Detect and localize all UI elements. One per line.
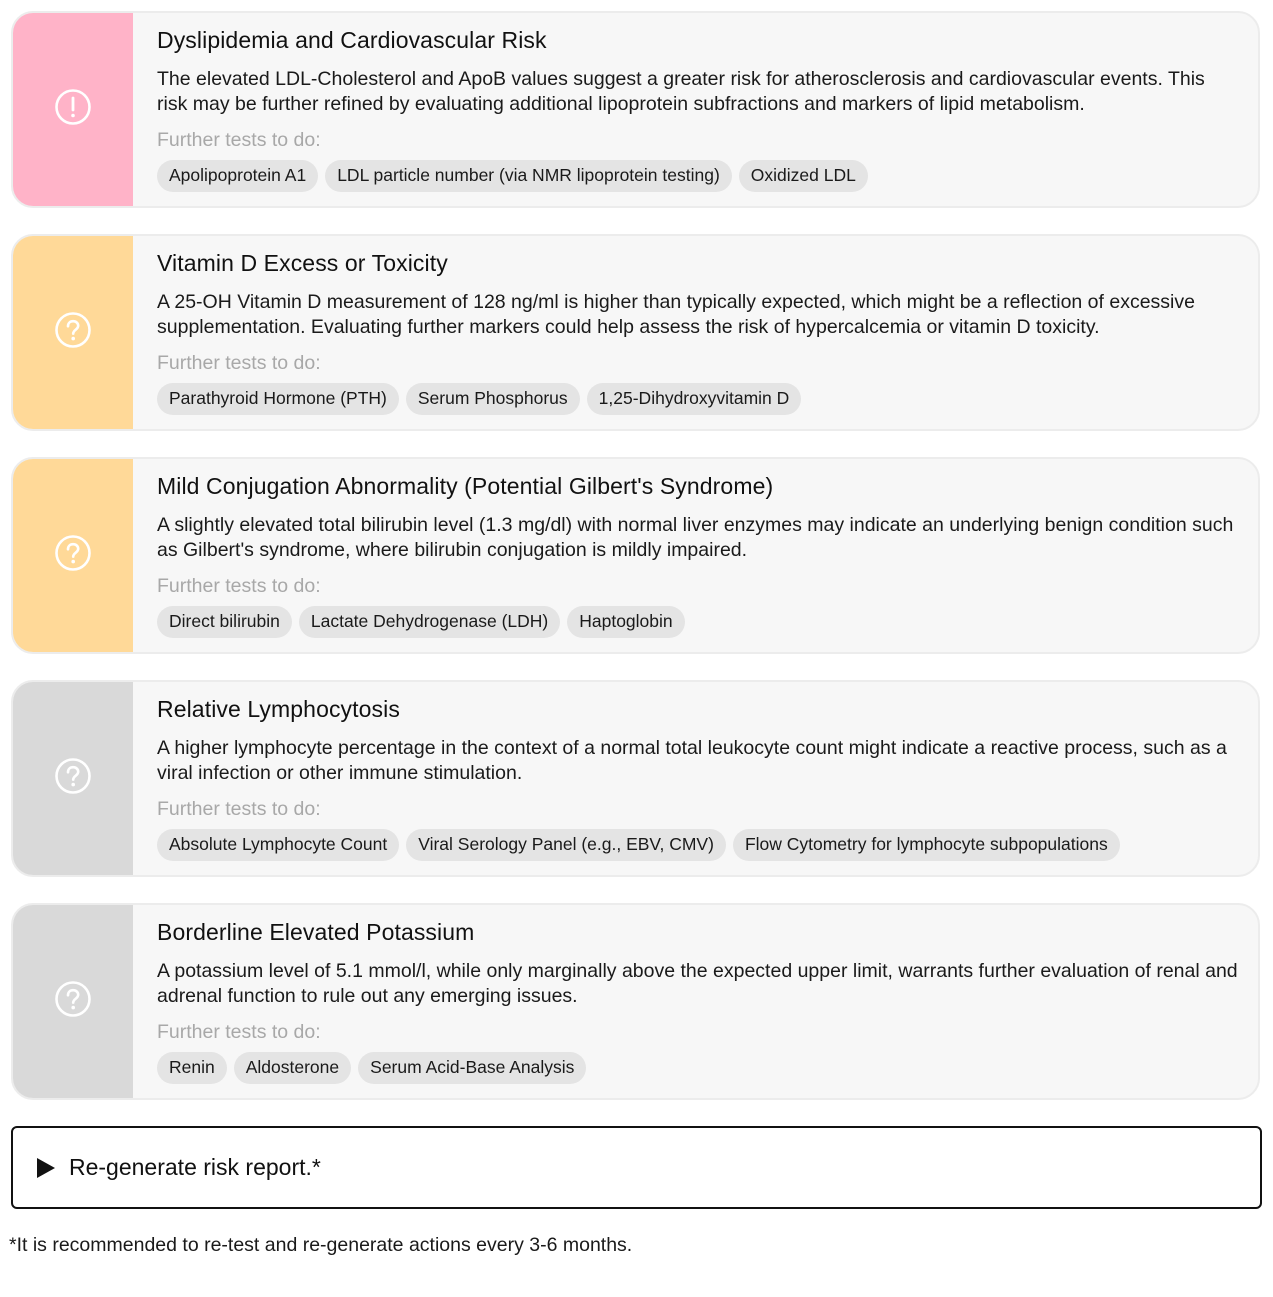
regenerate-report-label: Re-generate risk report.* [69, 1154, 321, 1180]
further-tests-list [157, 829, 1238, 861]
further-tests-label: Further tests to do: [157, 129, 321, 151]
play-icon [37, 1158, 55, 1178]
test-chip: Haptoglobin [567, 606, 684, 638]
test-chip: Lactate Dehydrogenase (LDH) [299, 606, 560, 638]
test-chip: Viral Serology Panel (e.g., EBV, CMV) [406, 829, 726, 861]
test-chip: Renin [157, 1052, 227, 1084]
question-circle-icon [54, 311, 92, 349]
risk-card-body [133, 905, 1258, 1098]
risk-card-body [133, 13, 1258, 206]
risk-title: Relative Lymphocytosis [157, 696, 400, 722]
risk-card-high [11, 11, 1260, 208]
further-tests-label: Further tests to do: [157, 352, 321, 374]
risk-card-low [11, 903, 1260, 1100]
question-circle-icon [54, 757, 92, 795]
risk-title: Vitamin D Excess or Toxicity [157, 250, 448, 276]
further-tests-list [157, 606, 1238, 638]
further-tests-list [157, 1052, 1238, 1084]
risk-card-medium [11, 457, 1260, 654]
risk-description: A slightly elevated total bilirubin level (1.3 mg/dl) with normal liver enzymes may indicate an underlying benign condition such as Gilbert's syndrome, where bilirubin conjugation is mildly impaired. [157, 514, 1234, 561]
exclamation-circle-icon [54, 88, 92, 126]
risk-card-low [11, 680, 1260, 877]
risk-title: Mild Conjugation Abnormality (Potential Gilbert's Syndrome) [157, 473, 774, 499]
further-tests-list [157, 383, 1238, 415]
risk-card-body [133, 236, 1258, 429]
test-chip: Aldosterone [234, 1052, 351, 1084]
risk-card-body [133, 459, 1258, 652]
test-chip: Serum Phosphorus [406, 383, 580, 415]
question-circle-icon [54, 980, 92, 1018]
test-chip: Absolute Lymphocyte Count [157, 829, 399, 861]
further-tests-label: Further tests to do: [157, 798, 321, 820]
test-chip: Oxidized LDL [739, 160, 868, 192]
risk-card-body [133, 682, 1258, 875]
risk-level-stripe [13, 13, 133, 206]
further-tests-label: Further tests to do: [157, 575, 321, 597]
footnote: *It is recommended to re-test and re-generate actions every 3-6 months. [9, 1234, 633, 1256]
regenerate-report-button[interactable] [11, 1126, 1262, 1209]
risk-description: A higher lymphocyte percentage in the context of a normal total leukocyte count might indicate a reactive process, such as a viral infection or other immune stimulation. [157, 737, 1227, 784]
risk-level-stripe [13, 682, 133, 875]
question-circle-icon [54, 534, 92, 572]
test-chip: Parathyroid Hormone (PTH) [157, 383, 399, 415]
risk-level-stripe [13, 459, 133, 652]
test-chip: Flow Cytometry for lymphocyte subpopulations [733, 829, 1120, 861]
test-chip: Serum Acid-Base Analysis [358, 1052, 586, 1084]
risk-description: A potassium level of 5.1 mmol/l, while only marginally above the expected upper limit, warrants further evaluation of renal and adrenal function to rule out any emerging issues. [157, 960, 1238, 1007]
test-chip: LDL particle number (via NMR lipoprotein testing) [325, 160, 732, 192]
test-chip: Apolipoprotein A1 [157, 160, 318, 192]
further-tests-list [157, 160, 1238, 192]
risk-list [11, 11, 1260, 1100]
risk-description: A 25-OH Vitamin D measurement of 128 ng/ml is higher than typically expected, which might be a reflection of excessive supplementation. Evaluating further markers could help assess the risk of hypercalcemia or vitamin D toxicity. [157, 291, 1195, 338]
test-chip: Direct bilirubin [157, 606, 292, 638]
risk-title: Dyslipidemia and Cardiovascular Risk [157, 27, 547, 53]
risk-card-medium [11, 234, 1260, 431]
risk-level-stripe [13, 905, 133, 1098]
risk-level-stripe [13, 236, 133, 429]
risk-title: Borderline Elevated Potassium [157, 919, 475, 945]
further-tests-label: Further tests to do: [157, 1021, 321, 1043]
risk-description: The elevated LDL-Cholesterol and ApoB values suggest a greater risk for atherosclerosis and cardiovascular events. This risk may be further refined by evaluating additional lipoprotein subfractions and markers of lipid metabolism. [157, 68, 1205, 115]
test-chip: 1,25-Dihydroxyvitamin D [587, 383, 802, 415]
